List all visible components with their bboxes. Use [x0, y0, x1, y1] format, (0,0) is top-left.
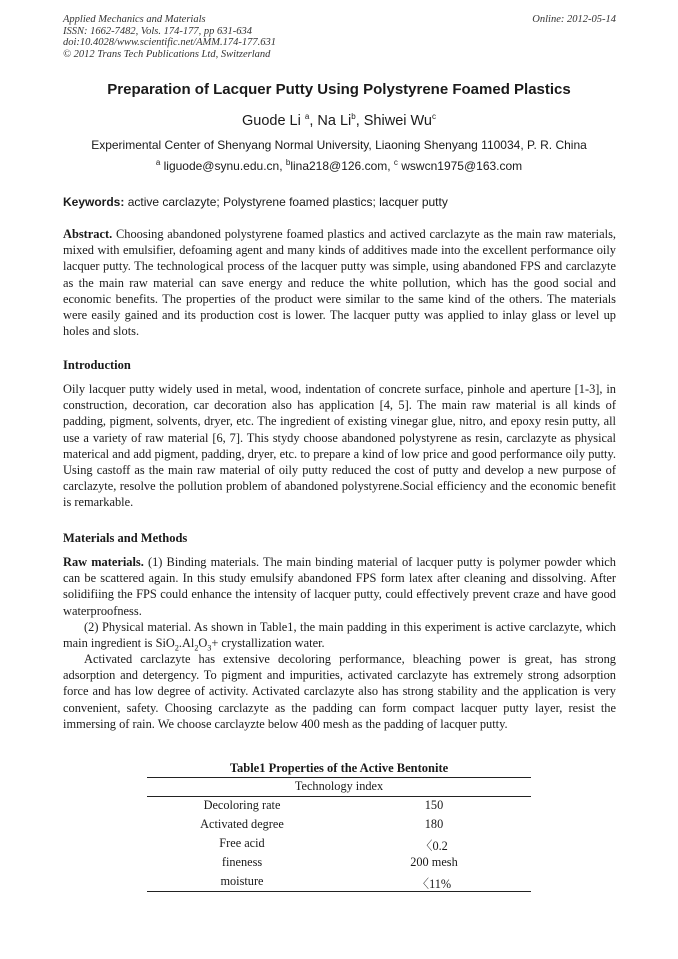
- table-header-rule: [147, 796, 531, 797]
- author-name: Guode Li: [241, 113, 301, 129]
- formula-tail: + crystallization water.: [211, 636, 325, 651]
- table-cell-value: 〈0.2: [420, 839, 448, 853]
- raw-materials-text: (1) Binding materials. The main binding material of lacquer putty is polymer powder which can be scattered again. In this study emulsify abandoned FPS form latex after cleaning and dissolving. After solidifiing the FPS could enhance the intensity of lacquer putty, could effectively prevent craze and have good waterproofness.: [63, 555, 616, 618]
- keywords-text: active carclazyte; Polystyrene foamed plastics; lacquer putty: [127, 195, 448, 209]
- journal-name: Applied Mechanics and Materials: [63, 14, 206, 25]
- author: [317, 113, 363, 129]
- table-cell-property: Activated degree: [200, 817, 284, 831]
- keywords-label: Keywords:: [63, 195, 125, 209]
- methods-heading: Materials and Methods: [63, 531, 188, 545]
- table-caption: Table1 Properties of the Active Bentonite: [229, 761, 449, 775]
- table-cell-value: 〈11%: [416, 877, 452, 891]
- author: [364, 113, 436, 129]
- formula-part: .Al: [178, 636, 195, 651]
- email-separator: ,: [279, 159, 286, 173]
- author: [242, 113, 317, 129]
- copyright-line: © 2012 Trans Tech Publications Ltd, Switzerland: [63, 48, 271, 60]
- email-address: lina218@126.com: [290, 159, 388, 173]
- doi-line: doi:10.4028/www.scientific.net/AMM.174-177.631: [63, 37, 276, 48]
- table-row: [147, 798, 531, 816]
- table-top-rule: [147, 777, 531, 778]
- affiliation: Experimental Center of Shenyang Normal University, Liaoning Shenyang 110034, P. R. China: [91, 138, 587, 152]
- author-mark: c: [432, 112, 436, 122]
- paper-title: Preparation of Lacquer Putty Using Polystyrene Foamed Plastics: [107, 81, 571, 98]
- formula-subscript: 2: [194, 643, 199, 653]
- raw-materials-paragraph: [63, 554, 616, 619]
- table-row: [147, 855, 531, 873]
- formula-subscript: 2: [174, 643, 179, 653]
- table-cell-value: 150: [424, 798, 444, 812]
- email-mark: c: [393, 158, 398, 167]
- table-row: [147, 874, 531, 892]
- table-cell-property: moisture: [220, 874, 264, 888]
- introduction-text: Oily lacquer putty widely used in metal, wood, indentation of concrete surface, pinhole and aperture [1-3], in construction, decoration, car decoration also has application [4, 5]. The main raw material is all kinds of padding, pigment, solvents, dryer, etc. The ingredient of existing vinegar glue, nitro, and epoxy resin putty, all use a variety of raw material [6, 7]. This stydy choose abandoned polystyrene as resin, carclazyte as physical materical and add pigment, padding, dryer, etc. to prepare a kind of low price and good performance oily putty. Using castoff as the main raw material of oily putty reduced the cost of putty and develop a new purpose of carclazyte, resolve the pollution problem of abandoned polystyrene.Social efficiency and the economic benefit is remarkable.: [63, 382, 616, 510]
- abstract-label: Abstract.: [63, 227, 113, 241]
- raw-materials-label: Raw materials.: [63, 555, 144, 569]
- author-separator: ,: [309, 113, 318, 129]
- formula-part: O: [198, 636, 208, 651]
- activated-carclazyte-paragraph: Activated carclazyte has extensive decoloring performance, bleaching power is great, has strong adsorption and detergency. To pigment and impurities, activated carclazyte has extremely strong adsorption force and has low degree of activity. Activated carclazyte also has strong stability and the application is very convenient, safety. Choosing carclazyte as the padding can form compact lacquer putty layer, resist the immersing of rain. We choose carclayzte below 400 mesh as the padding of lacquer putty.: [63, 652, 616, 731]
- table-bottom-rule: [147, 891, 531, 892]
- keywords: [63, 195, 616, 209]
- email-mark: b: [285, 158, 291, 167]
- table-cell-property: Decoloring rate: [203, 798, 281, 812]
- author-mark: b: [351, 112, 356, 122]
- author-separator: ,: [355, 113, 364, 129]
- abstract-text: Choosing abandoned polystyrene foamed plastics and actived carclazyte as the main raw materials, mixed with emulsifier, defoaming agent and many kinds of additives made into the excellent performance oily lacquer putty. The technological process of the lacquer putty was simple, using abandoned FPS and carclazyte as the main raw material can save energy and reduce the white pollution, which has the good social and economic benefits. The properties of the product were similar to the same kind of the others. The materials were easily gained and its production cost is lower. The lacquer putty was applied to inlay glass or level up holes and slots.: [63, 227, 616, 339]
- physical-material-text: (2) Physical material. As shown in Table1, the main padding in this experiment is active carclazyte, which main ingredient is SiO: [63, 620, 616, 651]
- email-separator: ,: [387, 159, 394, 173]
- table-cell-value: 180: [424, 817, 444, 831]
- table-row: [147, 817, 531, 835]
- introduction-heading: Introduction: [63, 358, 131, 372]
- author-name: Na Li: [317, 113, 352, 129]
- formula-subscript: 3: [207, 643, 212, 653]
- journal-header: [63, 14, 616, 60]
- table-header: Technology index: [294, 779, 384, 793]
- email-mark: a: [155, 158, 161, 167]
- issn-line: ISSN: 1662-7482, Vols. 174-177, pp 631-634: [63, 25, 252, 37]
- table-cell-property: Free acid: [219, 836, 265, 850]
- author-name: Shiwei Wu: [363, 113, 432, 129]
- email-address: liguode@synu.edu.cn: [163, 159, 280, 173]
- table-row: [147, 836, 531, 854]
- table-cell-property: fineness: [221, 855, 263, 869]
- email-address: wswcn1975@163.com: [401, 159, 523, 173]
- author-mark: a: [304, 112, 310, 122]
- online-date: Online: 2012-05-14: [532, 14, 616, 25]
- email-list: [0, 159, 678, 173]
- abstract: [63, 226, 616, 339]
- table-cell-value: 200 mesh: [410, 855, 458, 869]
- author-list: [0, 113, 678, 129]
- physical-material-paragraph: [63, 619, 616, 651]
